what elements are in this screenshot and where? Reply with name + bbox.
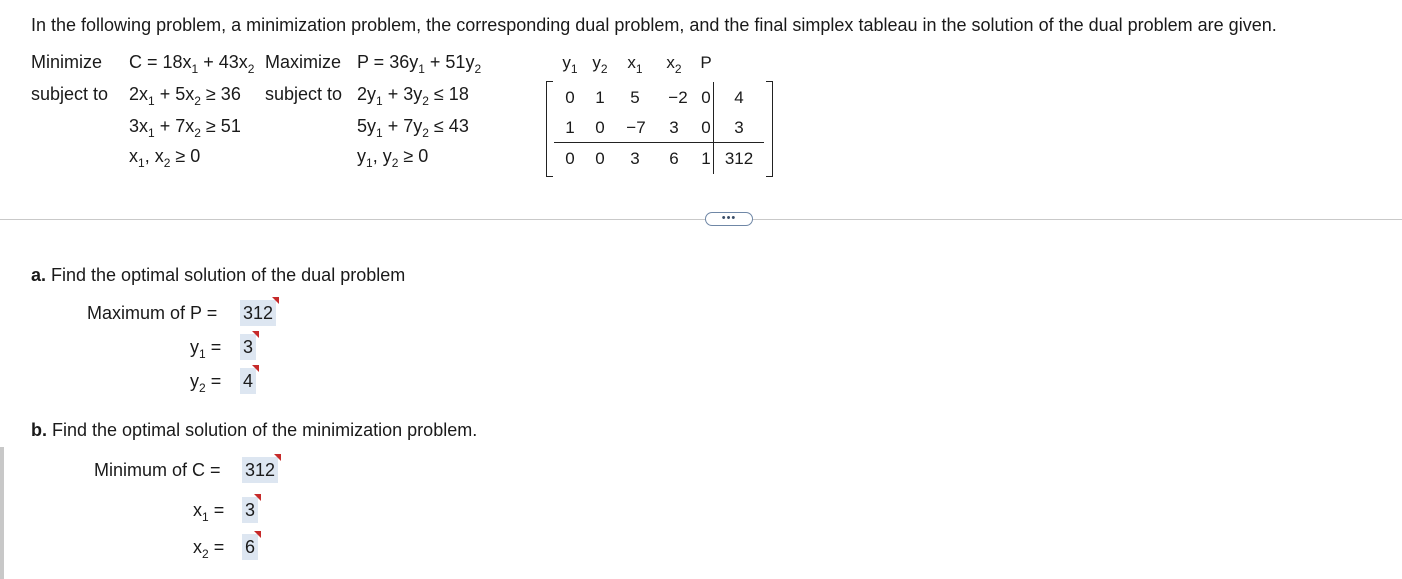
tableau-cell: −2 bbox=[668, 88, 688, 107]
max-p-answer[interactable]: 312 bbox=[240, 300, 276, 326]
tableau-header-x1: $x_1$ bbox=[627, 53, 643, 76]
primal-subject-to: subject to bbox=[31, 84, 109, 104]
tableau-cell: 1 bbox=[595, 88, 605, 107]
dual-subject-to: subject to bbox=[265, 84, 343, 104]
primal-constraint-2: $3x_1 + 7x_2 \ge 51$ bbox=[129, 116, 241, 140]
primal-objective: $C = 18x_1 + 43x_2$ bbox=[129, 52, 255, 76]
tableau-row-divider bbox=[554, 142, 764, 143]
y2-label: $y_2$ = bbox=[190, 371, 222, 395]
dual-objective: $P = 36y_1 + 51y_2$ bbox=[357, 52, 482, 76]
primal-constraint-1: $2x_1 + 5x_2 \ge 36$ bbox=[129, 84, 241, 108]
min-c-label: Minimum of C = bbox=[94, 460, 221, 480]
tableau-cell: 3 bbox=[669, 118, 679, 137]
tableau-cell: 4 bbox=[734, 88, 744, 107]
max-p-label: Maximum of P = bbox=[87, 303, 218, 323]
part-a-heading: a. Find the optimal solution of the dual problem bbox=[31, 265, 406, 285]
maximize-label: Maximize bbox=[265, 52, 342, 72]
tableau-cell: 6 bbox=[669, 149, 679, 168]
tableau-header-p: P bbox=[700, 53, 712, 72]
tableau-cell: 3 bbox=[734, 118, 744, 137]
section-divider bbox=[0, 219, 1402, 220]
tableau-right-bracket bbox=[766, 81, 773, 177]
tableau-cell: 0 bbox=[565, 149, 575, 168]
tableau-cell: 1 bbox=[701, 149, 711, 168]
problem-intro: In the following problem, a minimization problem, the corresponding dual problem, and the final simplex tableau in the solution of the dual problem are given. bbox=[31, 15, 1277, 35]
simplex-tableau bbox=[540, 50, 780, 180]
tableau-cell: 3 bbox=[630, 149, 640, 168]
tableau-cell: 0 bbox=[595, 118, 605, 137]
y1-label: $y_1$ = bbox=[190, 337, 222, 361]
tableau-cell: −7 bbox=[626, 118, 646, 137]
x2-answer[interactable]: 6 bbox=[242, 534, 258, 560]
tableau-header-y2: $y_2$ bbox=[592, 53, 608, 76]
tableau-cell: 0 bbox=[595, 149, 605, 168]
y1-answer[interactable]: 3 bbox=[240, 334, 256, 360]
tableau-cell: 0 bbox=[701, 88, 711, 107]
tableau-cell: 312 bbox=[724, 149, 754, 168]
tableau-cell: 1 bbox=[565, 118, 575, 137]
tableau-left-bracket bbox=[546, 81, 553, 177]
dual-nonnegativity: $y_1$, $y_2 \ge 0$ bbox=[357, 146, 429, 170]
x1-answer[interactable]: 3 bbox=[242, 497, 258, 523]
x1-label: $x_1$ = bbox=[193, 500, 225, 524]
primal-nonnegativity: $x_1$, $x_2 \ge 0$ bbox=[129, 146, 201, 170]
tableau-cell: 0 bbox=[701, 118, 711, 137]
scroll-indicator bbox=[0, 447, 4, 579]
part-b-heading: b. Find the optimal solution of the minimization problem. bbox=[31, 420, 478, 440]
minimize-label: Minimize bbox=[31, 52, 103, 72]
min-c-answer[interactable]: 312 bbox=[242, 457, 278, 483]
tableau-cell: 5 bbox=[630, 88, 640, 107]
tableau-header-y1: $y_1$ bbox=[562, 53, 578, 76]
more-options-button[interactable]: ••• bbox=[705, 212, 753, 226]
dual-constraint-2: $5y_1 + 7y_2 \le 43$ bbox=[357, 116, 469, 140]
dual-constraint-1: $2y_1 + 3y_2 \le 18$ bbox=[357, 84, 469, 108]
tableau-cell: 0 bbox=[565, 88, 575, 107]
y2-answer[interactable]: 4 bbox=[240, 368, 256, 394]
tableau-header-x2: $x_2$ bbox=[666, 53, 682, 76]
x2-label: $x_2$ = bbox=[193, 537, 225, 561]
